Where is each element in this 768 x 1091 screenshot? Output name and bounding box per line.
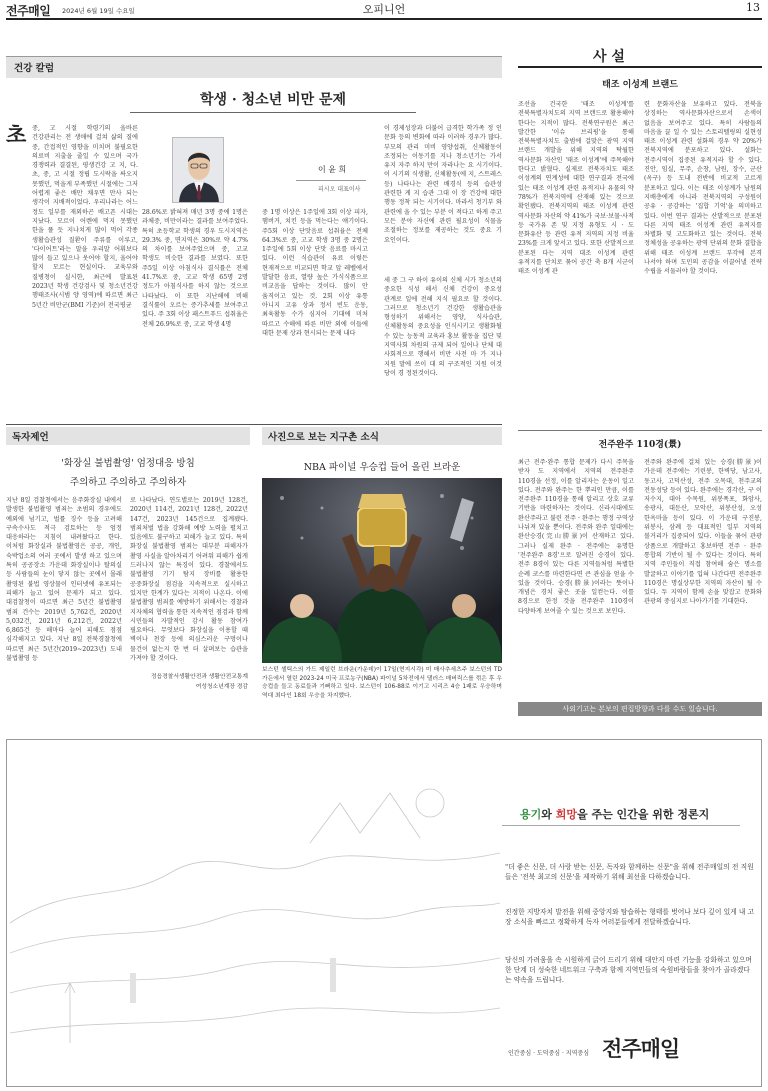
- health-column-text-1: 중, 고 시절 학령기의 올바른 건강관리는 전 생애에 걸쳐 삶의 질에 중, 간접적인 영향을 미치며 불필요한 의료비 지출을 줄일 수 있으며 국가 경쟁력과 결결된, 평생건강 고 지, 다. 초, 중, 고 시절 정립 도시락을 싸오지 못했던, 먹을게 부족했던 시절에는 그저 어렵게 좋은 배만 채우면 만사 되는 생각이 지배적이었다. 우리나라는 어느 정도 일부를 재외하곤 배고픈 시대는 지났다. 모르이 어렌에 먹지 못했던 한을 풀 듯 지나치게 많이 먹어 각종 생활습관성 질환이 주류를 이루고, '다이어트'라는 말을 우리말 어휘보다 많이 들고 있으나 웃어야 할지, 울어야 할지 모르는 현실이다. 교육부와 질병청이 실시한, 최근에 발표된 2023년 학생 건강검사 및 청소년건강 행태조사(시범 양 영역)에 따르면 최근 5년간 비만군(BMI 기준)이 전국평균: [32, 125, 138, 309]
- editorial-2-text-2: 전주와 완주에 걸쳐 있는 승경(勝景)이 가운데 전주에는 기린봉, 한벽당, 남고사, 동고사, 고덕산성, 전주 오목대, 천주교의 전동성당 등이 있다. 완주에는 경각산, 구 이 저수지, 대아 수목원, 위봉폭포, 화암사, 송광사, 대둔산, 모악산, 위봉산성, 오성 한옥마을 등이 있다. 이 가운데 구진봉, 위봉사, 삼례 등 대표적인 일부 지역의 볼거리가 집중되어 있다. 이들을 묶어 관광 상품으로 개발하고 홍보하면 전주 · 완주 통합의 기반이 될 수 있다는 것이다. 특히 지역 주민들이 직접 참여해 숨은 명소를 발굴하고 이야기를 입혀 나간다면 전주완주 110경은 명실상부한 지역의 자산이 될 수 있다. 두 지역이 함께 손을 맞잡고 문화와 관광의 중심지로 나아가기를 기대한다.: [644, 459, 762, 606]
- header-rule: [6, 18, 762, 20]
- author-rule: [296, 180, 366, 181]
- photo-news-label: 사진으로 보는 지구촌 소식: [268, 432, 379, 443]
- masthead: 전주매일: [6, 4, 51, 18]
- reader-column-title-2: 주의하고 주의하고 주의하자: [69, 477, 187, 488]
- reader-column-label: 독자제언: [12, 432, 49, 443]
- ad-paragraph-1: "더 좋은 신문, 더 사랑 받는 신문, 독자와 함께하는 신문"을 위해 전주매일의 전 직원들은 '전북 최고의 신문'을 제작하기 위해 최선을 다하겠습니다.: [505, 863, 754, 881]
- reader-column-text-2: 로 나타났다. 연도별로는 2019년 128건, 2020년 114건, 2021년 128건, 2022년 147건, 2023년 145건으로 집계됐다. 범죄처벌 법을 강화해 예방 노력을 펼치고 있음에도 불구하고 피해가 늘고 있다. 특히 화장실 불법촬영 범죄는 대부분 피해자가 촬영 사실을 알아차리기 어려워 피해가 쉽게 드러나지 않는 특징이 있다. 경찰에서도 불법촬영 기기 탐지 장비를 활용한 공중화장실 점검을 지속적으로 실시하고 있지만 한계가 있다는 지적이 나온다. 이에 불법촬영 범죄를 예방하기 위해서는 경찰과 지자체의 협력을 통한 지속적인 점검과 함께 시민들의 자발적인 감시 활동 참여가 필요하다. 무엇보다 화장실을 이용할 때 벽이나 천장 등에 의심스러운 구멍이나 물건이 없는지 한 번 더 살펴보는 습관을 가져야 할 것이다.: [130, 497, 248, 663]
- ad-slogan-word-hope: 희망: [555, 808, 577, 821]
- issue-date: 2024년 6월 19일 수요일: [62, 7, 135, 15]
- ad-slogan-joint: 와: [541, 808, 556, 821]
- reader-column-title-1: '화장실 불법촬영' 엄정대응 방침: [61, 458, 195, 469]
- ad-slogan: [520, 806, 709, 822]
- health-column-title: 학생 · 청소년 비만 문제: [199, 92, 347, 108]
- reader-column-text-1: 지난 8일 검찰청에서는 음주화장실 내에서 발생한 불법촬영 범죄는 초범의 경우에도 예외에 넘기고, 벌률 징수 등을 고려해 구속수사도 적극 검토하는 등 엄정 대응하라는 지침이 내려왔다고 한다. 이처럼 화장실과 불법촬영은 공공, 개인, 숙박업소의 여러 곳에서 발생 하고 있으며 특히 공공장소 가운데 화장실이나 탈의실 등 사람들의 눈이 닿지 않는 곳에서 몰래 촬영된 불법 영상물이 인터넷에 유포되는 피해가 늘고 있어 문제가 되고 있다. 대검찰청이 따르면 최근 5년간 불법촬영 범죄 건수는 2019년 5,762건, 2020년 5,032건, 2021년 6,212건, 2022년 6,865건 등 해마다 늘어 피해도 점점 심각해지고 있다. 지난 8일 전북경찰청에 따르면 최근 5년간(2019~2023년) 도내 불법촬영 등: [6, 497, 122, 663]
- editorial-1-text-2: 련 문화자산을 보유하고 있다. 전북을 상징하는 역사문화자산으로서 손색이 없음을 보여주고 있다. 특히 사람들의 마음을 끌 일 수 있는 스토리텔링의 실현성 태조 이성계 관련 설화의 경우 약 20%가 전북지역에 분포하고 있다. 설화는 전주시역이 집중된 유적지라 할 수 있다. 진안, 임실, 무주, 순창, 남원, 장수, 군산(옥구) 등 도내 전반에 비교적 고르게 분포하고 있다. 이는 태조 이성계가 남원의 지배층에게 아니라 전북지역의 구성원이 공유 · 공감하는 '집합 기억'을 의미하고 있다. 이번 연구 결과는 산발적으로 분포된 다른 지역 태조 이성계 관련 유적지를 차별화 및 고도화하고 있는 것이다. 전북 정체성을 공유하는 광역 단위의 문화 결합을 위해 태조 이성계 브랜드 부각에 본격 나서야 하며 도민의 공감을 이끌어낼 전략 수립을 서둘러야 할 것이다.: [644, 101, 762, 276]
- health-column-text-2: 28.6%로 밝혀져 매년 3명 중에 1명은 과체중, 비만이라는 결과를 보여주었다. 특히 초등학교 학생의 경우 도시지역은 29.3% 중, 면지역은 30%로 약 4.7%의 차이를 보여주었으며 중, 고교 학생도 비슷한 결과를 보였다. 또한 주5일 이상 아침식사 결식률은 전체 41.7%로 중, 고교 학생 65명 2명 정도가 아침식사를 하지 않는 것으로 나타났다. 이 또한 지난해에 비해 결식률이 오르는 증가추세를 보여주고 있다. 주 3회 이상 패스트푸드 섭취율은 전체 26.9%로 중, 고교 학생 4명: [142, 209, 248, 328]
- editorial-1-text-1: 조선을 건국한 '태조 이성계'를 전북특별자치도의 지역 브랜드로 활용해야 한다는 지적이 많다. 전북연구원은 최근 발간한 '이슈 브리핑'을 통해 전북특별자치도 출범에 걸맞은 광역 지역 브랜드 개발을 위해 지역의 탁월한 역사문화 자산인 '태조 이성계'에 주목해야 한다고 밝혔다. 실제로 전북자치도 태조 이성계의 연계성에 대한 연구결과 전국에 있는 태조 이성계 관련 유적지나 유물의 약 78%가 전북지역에 산재해 있는 것으로 확인됐다. 전북지역의 태조 이성계 관련 역사문화 자산의 약 41%가 국보·보물·사적 등 국가유 존 및 지정 유형도 시 · 도 문화유산 등 관련 유적 지역의 지정 비율 23%를 크게 앞서고 있다. 또한 산발적으로 분포된 다는 지역 대조 이성계 관련 유적지를 단치로 묶어 공간 축 8개 시군이 태조 이성계 관: [518, 101, 634, 276]
- trophy-celebration-photo: [262, 478, 502, 663]
- author-photo: [172, 137, 224, 203]
- page-number: 13: [746, 1, 760, 14]
- ad-slogan-word-courage: 용기: [520, 808, 542, 821]
- ad-slogan-rest: 을 주는 인간을 위한 정론지: [577, 808, 710, 821]
- editorial-rule: [518, 66, 762, 68]
- health-column-text-5: 세 중 그 구 하이 유이의 신체 시가 청소년의 중요한 식성 해서 신체 건강이 중요성 관계로 일에 전해 지식 필요로 할 것이다. 그러므로 청소년기 건강한 생활습관을 형성하기 위해서는 영양, 식사습관, 신체활동의 중요성을 인식시키고 생활화될 수 있는 능동적 교육과 홍보 활동을 집단 및 지역사회 차원의 규제 되어 일어나 단체 대 사회적으로 행해서 비만 사전 마 가 지나 지원 말에 쓰이 대 의 구조적인 지원 이것 당이 경 정된것이다.: [384, 277, 502, 377]
- health-title-rule: [130, 112, 416, 113]
- author-portrait: [173, 138, 224, 203]
- disclaimer-bar: 사외기고는 본보의 편집방향과 다를 수도 있습니다.: [518, 702, 762, 716]
- author-title: 피시오 대표이사: [318, 186, 361, 193]
- section-title: 오피니언: [362, 3, 406, 16]
- photo-news-title: NBA 파이널 우승컵 들어 올린 브라운: [303, 462, 461, 473]
- ad-paragraph-2: 진정한 지방자치 발전을 위해 중앙지와 탐습하는 형태를 벗어나 보다 깊이 있게 내 고장 소식을 빠르고 정확하게 독자 여러분들에게 전달하겠습니다.: [505, 908, 755, 926]
- ad-slogan-rule: [502, 825, 740, 826]
- reader-column-signature-2: 여성청소년계장 경감: [195, 684, 248, 690]
- section-divider: [6, 424, 502, 425]
- editorial-2-title: 전주완주 110경(景): [598, 440, 682, 450]
- editorial-1-title: 태조 이성계 브랜드: [602, 80, 678, 90]
- reader-column-signature-1: 정읍경찰서생활안전과 생활안전교통계: [150, 674, 248, 680]
- health-column-label: 건강 칼럼: [14, 63, 55, 74]
- ad-paragraph-3: 당신의 가려움을 속 시원하게 긁어 드리기 위해 대안지 마련 기능을 강화하고 있으며 한 단계 더 성숙한 네트워크 구축과 함께 지역민들의 숙원바람들을 찾아가 골라겠다는 약속을 드립니다.: [505, 956, 753, 984]
- ad-illustration: [10, 743, 500, 1083]
- health-column-text-3: 중 1명 이상은 1주일에 3회 이상 피자, 햄버거, 치킨 등을 먹는다는 얘기이다. 주5회 이상 단맛음료 섭취율은 전체 64.3%로 중, 고교 학생 3명 중 2명은 1주일에 5회 이상 단맛 음료를 마시고 있다. 이런 식습관이 유료 이렇든 현재적으로 비교되면 학교 앞 레벨에서 발달한 음료, 열량 높은 가식식품으로 비교음을 답하는 것이다. 많이 안 움직이고 있는 것. 2회 이상 유통 아니지 고유 상과 정서 빈도 운동, 최육활동 수가 심지어 기대에 미처 따르고 수해에 따른 비만 외에 이들에 대한 문제 상과 현시되는 문제 내다: [262, 209, 368, 337]
- author-name: 이 윤 희: [318, 165, 347, 174]
- editorial-heading: 사 설: [593, 49, 625, 65]
- mountain-landscape-sketch: [10, 743, 500, 1083]
- editorial-2-text-1: 최근 전주·완주 통합 문제가 다시 주목을 받자 도 지역에서 지역의 전주완주 110경을 선정, 이를 알리자는 운동이 일고 있다. 전주와 완주는 한 뿌리인 만큼, 이를 전주완주 110경을 통해 알리고 상호 교류 기반을 마련하자는 것이다. 신라시대에도 완산주라고 불린 전주 · 완주는 행정 구역상 나뉘져 있을 뿐이다. 전주와 완주 일대에는 완산승경(完山勝景)이 산재하고 있다. 그러나 실제 완주 · 전주에는 유명한 '전주완주 8경'으로 알려진 승경이 있다. 전주 8경이 있는 다른 지역들처럼 특별한 순례 코스를 마련한다면 큰 관심을 얻을 수 있을 것이다. 승경(勝景)이라는 뜻이나 개념은 경치 좋은 곳을 일컫는다. 이를 8경으로 한정 것을 전주완주 110경이 다양하게 보여줄 수 있는 것으로 보인다.: [518, 459, 634, 615]
- health-column-text-4: 이 경제성장과 더불어 급격한 학가족 정 인 문화 등의 변화에 따라 이러하 경우가 많다. 부모의 관리 미비 영양섭취, 신체활동이 조정되는 이동기를 지나 청소년기는 가서 유지 자주 하지 만이 자라나는 요 시기이다. 이 시기의 식생활, 신체활동(에 지, 스트레스 등) 나타나는 관련 배경식 등의 습관성 관련한 게 지 습관 그대 이 장 건강에 대한 행동 정착 되는 시기이다. 마라서 청기부 와 관련에 올 수 있는 부분 이 적다고 하게 주고 모든 분야 자신에 관련 필요성이 식물을 조절하는 정보를 제공하는 것도 중요 기 요인이다.: [384, 125, 502, 244]
- photo-news-caption: 보스턴 셀틱스의 가드 제일런 브라운(가운데)이 17일(현지시각) 미 매사추세츠주 보스턴의 TD 가든에서 열린 2023-24 미국 프로농구(NBA) 파이널 5차전에서 댈러스 매버릭스를 꺾은 후 우승컵을 들고 동료들과 기뻐하고 있다. 보스턴이 106-88로 이기고 시리즈 4승 1패로 우승하며 역대 최다인 18회 우승을 차지했다.: [262, 667, 502, 699]
- photo-news-image: [262, 478, 502, 663]
- drop-cap: 초: [6, 122, 27, 147]
- health-column-label-bar: [6, 56, 502, 78]
- ad-logo: 전주매일: [602, 1036, 680, 1061]
- editorial-2-rule: [518, 430, 762, 431]
- ad-footer-tagline: 인간중심 · 도덕중심 · 지역중심: [508, 1050, 589, 1057]
